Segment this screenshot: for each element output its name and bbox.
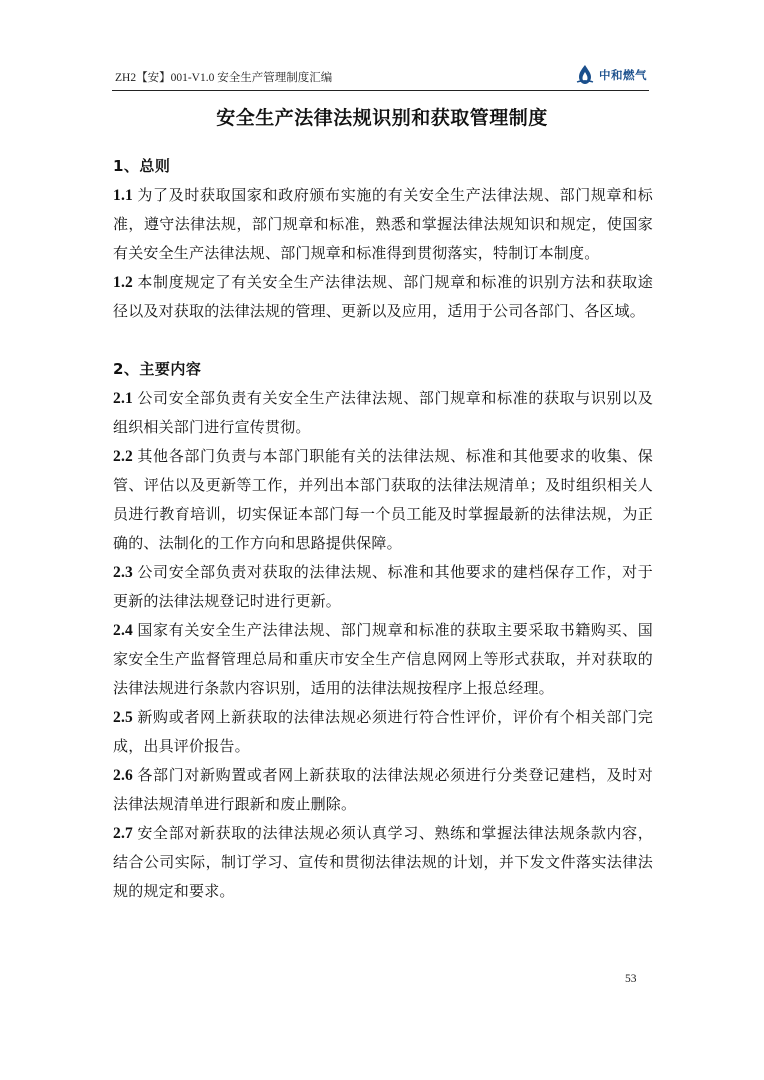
clause-number: 2.3: [113, 564, 133, 581]
clause-number: 2.2: [113, 448, 133, 465]
paragraph-2-7: [113, 819, 653, 906]
page-header: [112, 62, 649, 91]
page-number: 53: [625, 973, 637, 985]
document-title: 安全生产法律法规识别和获取管理制度: [216, 107, 548, 129]
clause-text: 各部门对新购置或者网上新获取的法律法规必须进行分类登记建档，及时对法律法规清单进行跟新和废止删除。: [113, 766, 653, 813]
section-spacer: [113, 326, 653, 355]
clause-number: 2.6: [113, 767, 133, 784]
clause-number: 2.4: [113, 622, 133, 639]
clause-text: 安全部对新获取的法律法规必须认真学习、熟练和掌握法律法规条款内容，结合公司实际，制订学习、宣传和贯彻法律法规的计划，并下发文件落实法律法规的规定和要求。: [113, 824, 653, 900]
clause-number: 1.1: [113, 187, 133, 204]
clause-text: 新购或者网上新获取的法律法规必须进行符合性评价，评价有个相关部门完成，出具评价报告。: [113, 708, 653, 755]
paragraph-1-1: [113, 181, 653, 268]
document-body: [113, 152, 653, 906]
header-doc-code: ZH2【安】001-V1.0 安全生产管理制度汇编: [115, 72, 333, 84]
paragraph-2-5: [113, 703, 653, 761]
paragraph-2-6: [113, 761, 653, 819]
clause-text: 公司安全部负责对获取的法律法规、标准和其他要求的建档保存工作，对于更新的法律法规登记时进行更新。: [113, 563, 653, 610]
clause-number: 2.1: [113, 390, 133, 407]
paragraph-2-3: [113, 558, 653, 616]
logo-text: 中和燃气: [599, 68, 647, 82]
paragraph-1-2: [113, 268, 653, 326]
clause-text: 其他各部门负责与本部门职能有关的法律法规、标准和其他要求的收集、保管、评估以及更新等工作，并列出本部门获取的法律法规清单；及时组织相关人员进行教育培训，切实保证本部门每一个员工能及时掌握最新的法律法规，为正确的、法制化的工作方向和思路提供保障。: [113, 447, 653, 552]
flame-logo-icon: [574, 64, 596, 86]
clause-text: 为了及时获取国家和政府颁布实施的有关安全生产法律法规、部门规章和标准，遵守法律法规，部门规章和标准，熟悉和掌握法律法规知识和规定，使国家有关安全生产法律法规、部门规章和标准得到贯彻落实，特制订本制度。: [113, 186, 653, 262]
paragraph-2-2: [113, 442, 653, 558]
section-heading-general: 1、总则: [113, 157, 171, 175]
company-logo: [574, 63, 647, 87]
clause-text: 本制度规定了有关安全生产法律法规、部门规章和标准的识别方法和获取途径以及对获取的法律法规的管理、更新以及应用，适用于公司各部门、各区域。: [113, 273, 653, 320]
clause-number: 2.5: [113, 709, 133, 726]
section-heading-main-content: 2、主要内容: [113, 360, 202, 378]
clause-number: 1.2: [113, 274, 133, 291]
clause-text: 公司安全部负责有关安全生产法律法规、部门规章和标准的获取与识别以及组织相关部门进行宣传贯彻。: [113, 389, 653, 436]
paragraph-2-1: [113, 384, 653, 442]
clause-number: 2.7: [113, 825, 133, 842]
paragraph-2-4: [113, 616, 653, 703]
clause-text: 国家有关安全生产法律法规、部门规章和标准的获取主要采取书籍购买、国家安全生产监督管理总局和重庆市安全生产信息网网上等形式获取，并对获取的法律法规进行条款内容识别，适用的法律法规按程序上报总经理。: [113, 621, 653, 697]
